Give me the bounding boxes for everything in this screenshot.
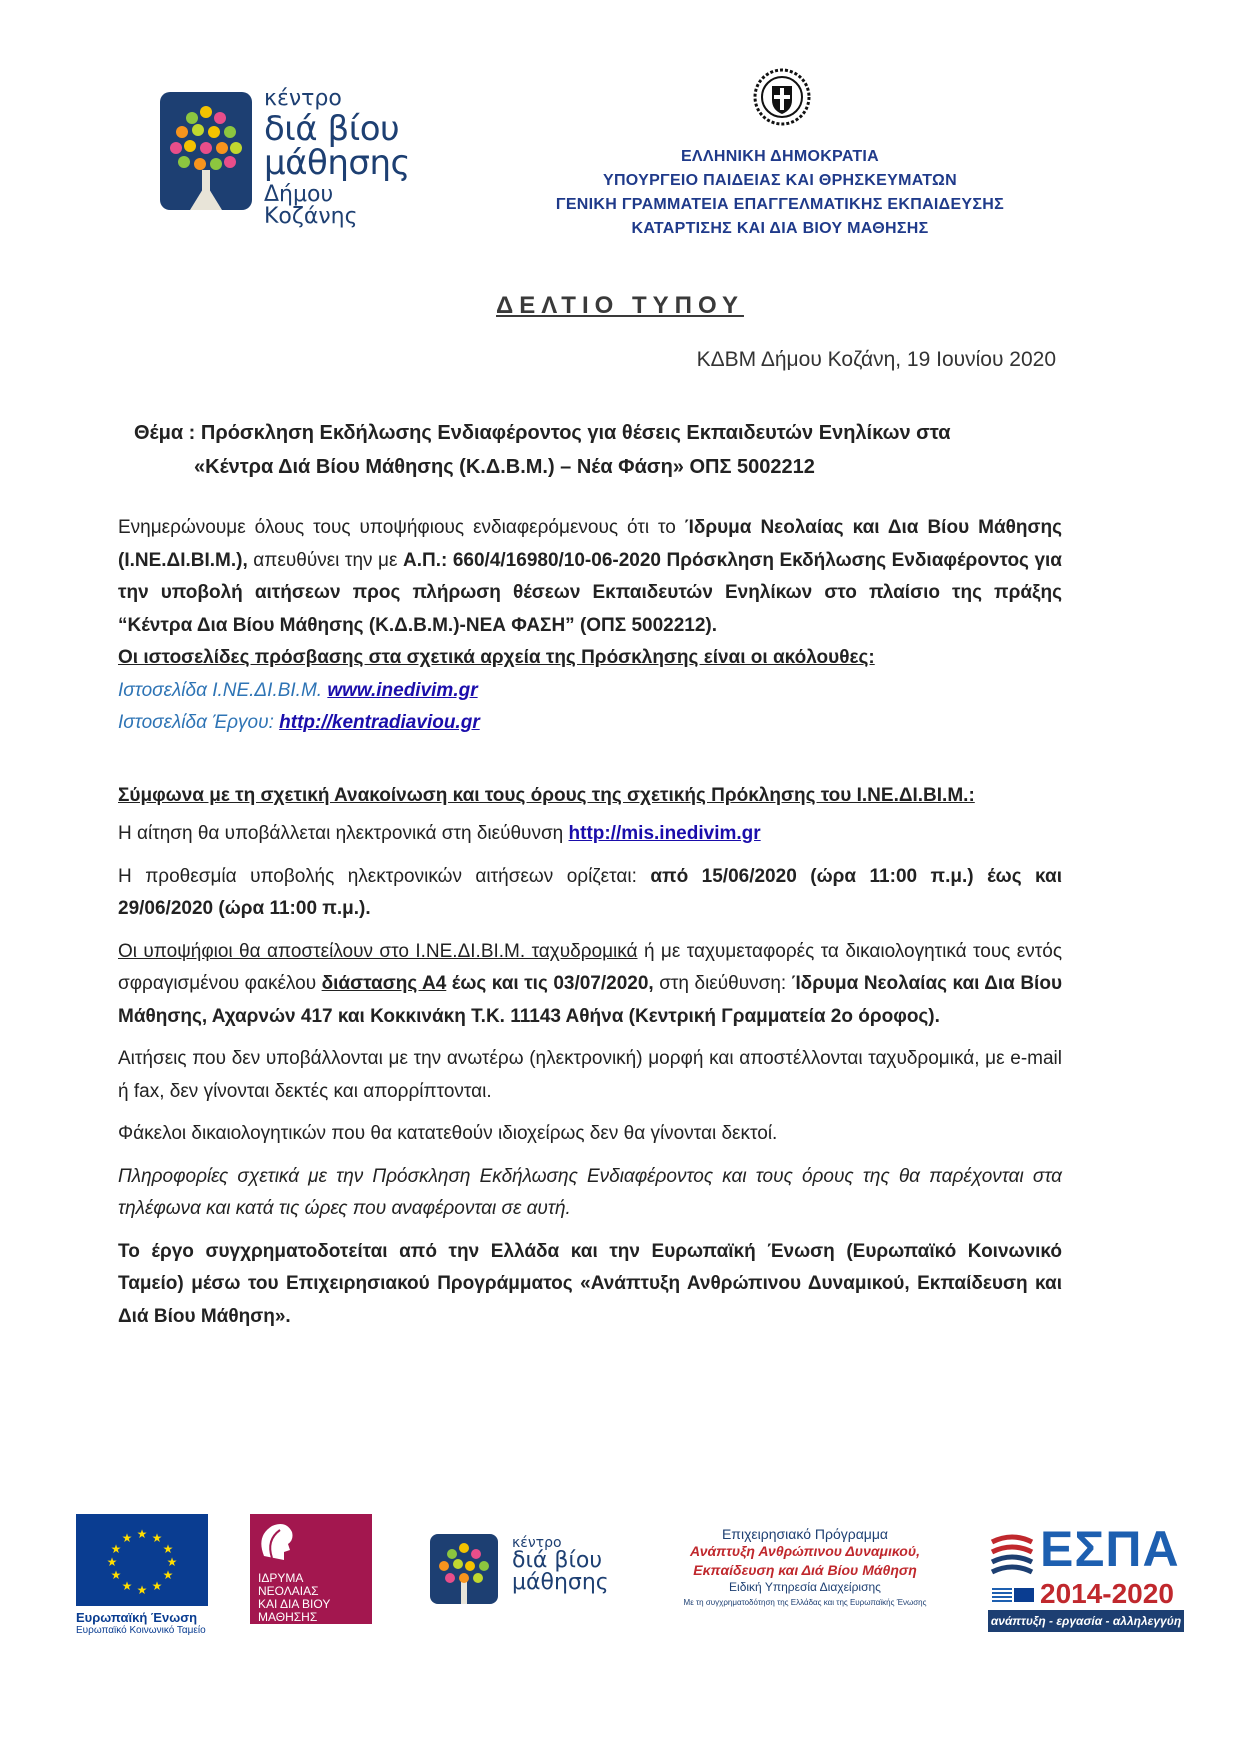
svg-text:★: ★	[151, 1579, 163, 1593]
eu-logo	[76, 1514, 211, 1636]
subject-line1: Θέμα : Πρόσκληση Εκδήλωσης Ενδιαφέροντος για θέσεις Εκπαιδευτών Ενηλίκων στα	[134, 422, 951, 444]
section-heading: Σύμφωνα με τη σχετική Ανακοίνωση και τους όρους της σχετικής Πρόκλησης του Ι.ΝΕ.ΔΙ.ΒΙ.Μ.:	[118, 784, 975, 806]
svg-text:★: ★	[162, 1568, 174, 1582]
svg-text:★: ★	[136, 1583, 148, 1597]
svg-text:★: ★	[121, 1579, 133, 1593]
paragraph-info: Πληροφορίες σχετικά με την Πρόσκληση Εκδήλωσης Ενδιαφέροντος και τους όρους της θα παρέχονται στα τηλέφωνα και κατά τις ώρες που αναφέρονται σε αυτή.	[118, 1165, 1062, 1219]
paragraph-application: Η αίτηση θα υποβάλλεται ηλεκτρονικά στη διεύθυνση http://mis.inedivim.gr	[118, 823, 761, 844]
inedivim-line: ΝΕΟΛΑΙΑΣ	[258, 1584, 319, 1598]
mis-link[interactable]: http://mis.inedivim.gr	[568, 823, 761, 844]
kdvm-logo	[160, 86, 410, 229]
epan-cofinancing: Με τη συγχρηματοδότηση της Ελλάδας και της Ευρωπαϊκής Ένωσης	[683, 1598, 927, 1607]
subject-line2: «Κέντρα Διά Βίου Μάθησης (Κ.Δ.Β.Μ.) – Νέα Φάση» ΟΠΣ 5002212	[194, 456, 815, 478]
gov-line: ΥΠΟΥΡΓΕΙΟ ΠΑΙΔΕΙΑΣ ΚΑΙ ΘΡΗΣΚΕΥΜΑΤΩΝ	[602, 172, 958, 189]
logo-line2: διά βίου	[264, 109, 400, 149]
inedivim-logo	[250, 1514, 372, 1624]
kdvm2-line: κέντρο	[512, 1535, 562, 1551]
kentradiaviou-link[interactable]: http://kentradiaviou.gr	[279, 712, 480, 733]
link-row-inedivim: Ιστοσελίδα Ι.ΝΕ.ΔΙ.ΒΙ.Μ. www.inedivim.gr	[118, 679, 478, 701]
inedivim-link[interactable]: www.inedivim.gr	[327, 679, 478, 701]
eu-caption: Ευρωπαϊκή Ένωση	[76, 1610, 198, 1625]
dateline: ΚΔΒΜ Δήμου Κοζάνη, 19 Ιουνίου 2020	[696, 348, 1056, 371]
espa-years: 2014-2020	[1040, 1578, 1174, 1609]
gov-line: ΓΕΝΙΚΗ ΓΡΑΜΜΑΤΕΙΑ ΕΠΑΓΓΕΛΜΑΤΙΚΗΣ ΕΚΠΑΙΔΕΥΣΗΣ	[555, 196, 1005, 213]
paragraph-mailing: Οι υποψήφιοι θα αποστείλουν στο Ι.ΝΕ.ΔΙ.ΒΙ.Μ. ταχυδρομικά ή με ταχυμεταφορές τα δικαιολογητικά τους εντός σφραγισμένου φακέλου διάστασης Α4 έως και τις 03/07/2020, στη διεύθυνση: Ίδρυμα Νεολαίας και Δια Βίου Μάθησης, Αχαρνών 417 και Κοκκινάκη Τ.Κ. 11143 Αθήνα (Κεντρική Γραμματεία 2ο όροφος).	[118, 940, 1063, 1027]
paragraph-in-person: Φάκελοι δικαιολογητικών που θα κατατεθούν ιδιοχείρως δεν θα γίνονται δεκτοί.	[118, 1123, 778, 1144]
kdvm-footer-logo	[430, 1534, 630, 1608]
svg-text:★: ★	[166, 1555, 178, 1569]
espa-logo	[988, 1522, 1184, 1632]
paragraph-funding: Το έργο συγχρηματοδοτείται από την Ελλάδα και την Ευρωπαϊκή Ένωση (Ευρωπαϊκό Κοινωνικό Ταμείο) μέσω του Επιχειρησιακού Προγράμματος «Ανάπτυξη Ανθρώπινου Δυναμικού, Εκπαίδευση και Διά Βίου Μάθηση».	[118, 1240, 1062, 1327]
svg-text:★: ★	[110, 1568, 122, 1582]
government-header	[530, 145, 1030, 241]
svg-text:★: ★	[106, 1555, 118, 1569]
gov-line: ΕΛΛΗΝΙΚΗ ΔΗΜΟΚΡΑΤΙΑ	[680, 148, 880, 165]
epan-program: Επιχειρησιακό Πρόγραμμα	[721, 1526, 889, 1542]
inedivim-line: ΙΔΡΥΜΑ	[258, 1571, 304, 1585]
eu-flag-icon	[76, 1514, 208, 1606]
svg-text:★: ★	[110, 1542, 122, 1556]
eu-subcaption: Ευρωπαϊκό Κοινωνικό Ταμείο	[76, 1625, 206, 1636]
svg-text:★: ★	[151, 1531, 163, 1545]
epan-title1: Ανάπτυξη Ανθρώπινου Δυναμικού,	[689, 1543, 920, 1559]
document-body	[118, 512, 1062, 1333]
espa-slogan: ανάπτυξη - εργασία - αλληλεγγύη	[990, 1614, 1182, 1628]
tree-icon	[430, 1534, 498, 1604]
epan-logo	[660, 1526, 950, 1607]
gov-line: ΚΑΤΑΡΤΙΣΗΣ ΚΑΙ ΔΙΑ ΒΙΟΥ ΜΑΘΗΣΗΣ	[631, 220, 929, 237]
logo-line3: μάθησης	[264, 143, 410, 183]
kdvm2-line: διά βίου	[512, 1548, 603, 1573]
inedivim-line: ΚΑΙ ΔΙΑ ΒΙΟΥ	[258, 1597, 331, 1611]
profile-icon	[250, 1514, 372, 1570]
logo-line1: κέντρο	[264, 86, 342, 111]
subject	[134, 416, 1094, 484]
svg-text:★: ★	[121, 1531, 133, 1545]
inedivim-line: ΜΑΘΗΣΗΣ	[258, 1610, 318, 1624]
paragraph-deadline: Η προθεσμία υποβολής ηλεκτρονικών αιτήσεων ορίζεται: από 15/06/2020 (ώρα 11:00 π.μ.) έως και 29/06/2020 (ώρα 11:00 π.μ.).	[118, 865, 1062, 919]
svg-text:★: ★	[136, 1527, 148, 1541]
espa-name: ΕΣΠΑ	[1040, 1521, 1180, 1577]
links-heading: Οι ιστοσελίδες πρόσβασης στα σχετικά αρχεία της Πρόσκλησης είναι οι ακόλουθες:	[118, 647, 875, 668]
link-row-project: Ιστοσελίδα Έργου: http://kentradiaviou.gr	[118, 712, 480, 733]
epan-title2: Εκπαίδευση και Διά Βίου Μάθηση	[693, 1562, 917, 1578]
paragraph-intro: Ενημερώνουμε όλους τους υποψήφιους ενδιαφερόμενους ότι το Ίδρυμα Νεολαίας και Δια Βίου Μάθησης (Ι.ΝΕ.ΔΙ.ΒΙ.Μ.), απευθύνει την με Α.Π.: 660/4/16980/10-06-2020 Πρόσκληση Εκδήλωσης Ενδιαφέροντος για την υποβολή αιτήσεων προς πλήρωση θέσεων Εκπαιδευτών Ενηλίκων στο πλαίσιο της πράξης “Κέντρα Δια Βίου Μάθησης (Κ.Δ.Β.Μ.)-ΝΕΑ ΦΑΣΗ” (ΟΠΣ 5002212).	[118, 517, 1062, 636]
greek-coat-of-arms-icon	[753, 68, 811, 126]
document-title: ΔΕΛΤΙΟ ΤΥΠΟΥ	[496, 292, 744, 319]
kdvm2-line: μάθησης	[512, 1570, 609, 1595]
epan-authority: Ειδική Υπηρεσία Διαχείρισης	[729, 1580, 881, 1594]
svg-text:★: ★	[162, 1542, 174, 1556]
logo-line4: Δήμου Κοζάνης	[264, 182, 358, 229]
paragraph-rejection: Αιτήσεις που δεν υποβάλλονται με την ανωτέρω (ηλεκτρονική) μορφή και αποστέλλονται ταχυδρομικά, με e-mail ή fax, δεν γίνονται δεκτές και απορρίπτονται.	[118, 1048, 1062, 1102]
tree-icon	[160, 92, 252, 210]
